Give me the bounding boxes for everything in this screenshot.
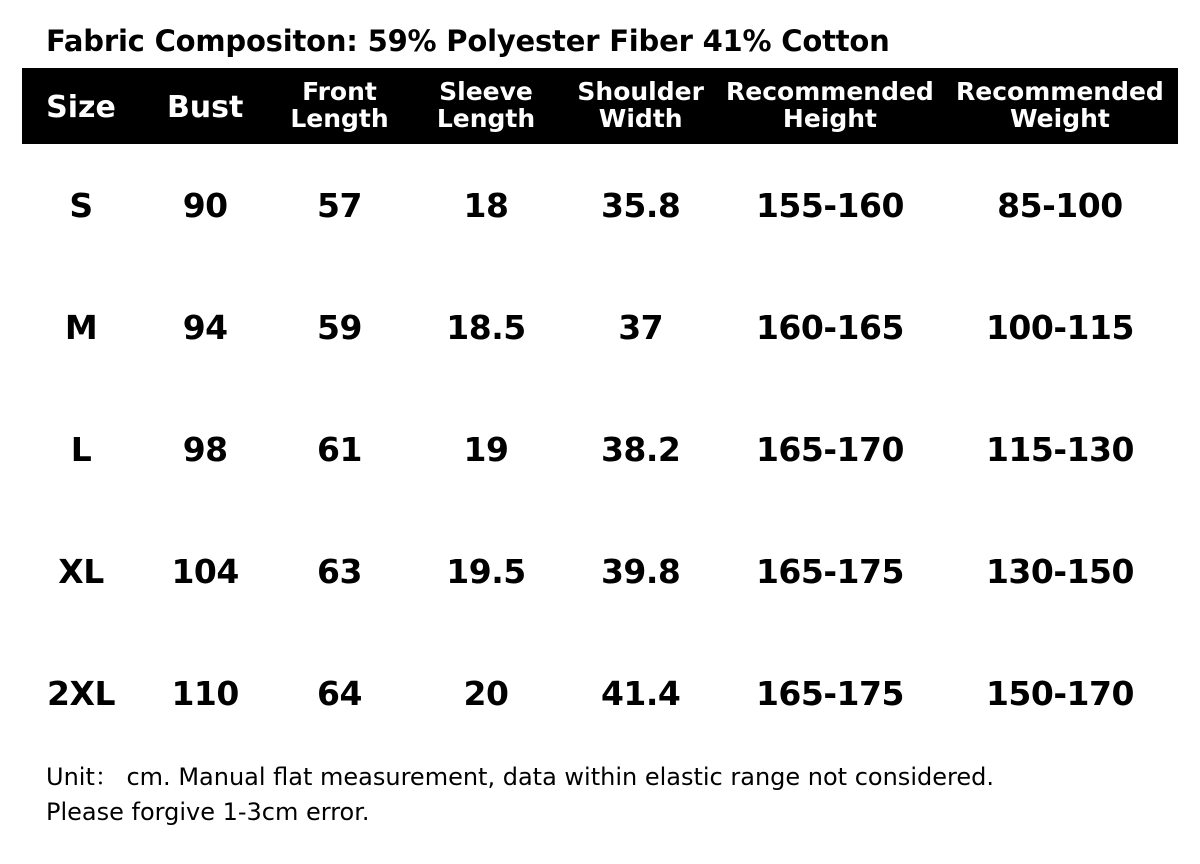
cell-sleeve-length: 20 <box>463 673 509 713</box>
column-header-shoulder-width-line1: Shoulder <box>577 77 704 106</box>
cell-shoulder-width: 39.8 <box>600 551 681 591</box>
table-body <box>22 144 1178 754</box>
cell-recommended-weight: 130-150 <box>985 551 1134 591</box>
cell-shoulder-width: 38.2 <box>600 429 681 469</box>
cell-front-length: 59 <box>317 307 362 347</box>
cell-bust: 90 <box>182 185 228 225</box>
size-chart-table <box>22 68 1178 754</box>
column-header-bust <box>140 68 270 144</box>
table-row <box>22 510 1178 632</box>
cell-size: L <box>70 429 92 469</box>
cell-front-length: 57 <box>317 185 362 225</box>
cell-shoulder-width: 35.8 <box>600 185 681 225</box>
cell-sleeve-length: 18.5 <box>446 307 526 347</box>
cell-sleeve-length: 19 <box>463 429 509 469</box>
column-header-front-length-line1: Front <box>302 77 377 106</box>
fabric-composition-label: Fabric Compositon: 59% Polyester Fiber 41% Cotton <box>46 24 890 58</box>
cell-front-length: 63 <box>317 551 362 591</box>
column-header-size-line1: Size <box>46 89 116 125</box>
column-header-front-length <box>270 68 408 144</box>
column-header-shoulder-width <box>563 68 718 144</box>
column-header-recommended-weight <box>942 68 1178 144</box>
cell-bust: 104 <box>171 551 239 591</box>
cell-recommended-weight: 85-100 <box>997 185 1123 225</box>
cell-recommended-height: 165-170 <box>755 429 904 469</box>
cell-sleeve-length: 19.5 <box>446 551 526 591</box>
table-row <box>22 388 1178 510</box>
column-header-sleeve-length <box>409 68 564 144</box>
table-row <box>22 144 1178 266</box>
cell-shoulder-width: 37 <box>618 307 664 347</box>
table-header-row <box>22 68 1178 144</box>
column-header-recommended-weight-line1: Recommended <box>956 77 1164 106</box>
cell-shoulder-width: 41.4 <box>600 673 681 713</box>
column-header-sleeve-length-line2: Length <box>436 104 536 133</box>
cell-size: S <box>69 185 93 225</box>
cell-sleeve-length: 18 <box>463 185 509 225</box>
column-header-front-length-line2: Length <box>290 104 389 133</box>
cell-bust: 110 <box>171 673 239 713</box>
measurement-note <box>22 760 1178 830</box>
cell-recommended-weight: 100-115 <box>985 307 1134 347</box>
cell-front-length: 64 <box>317 673 362 713</box>
cell-recommended-height: 160-165 <box>755 307 904 347</box>
column-header-recommended-weight-line2: Weight <box>1010 104 1110 133</box>
cell-recommended-height: 165-175 <box>755 551 904 591</box>
column-header-recommended-height <box>718 68 942 144</box>
cell-recommended-height: 165-175 <box>755 673 904 713</box>
column-header-size <box>22 68 140 144</box>
column-header-recommended-height-line2: Height <box>782 104 877 133</box>
column-header-recommended-height-line1: Recommended <box>726 77 934 106</box>
column-header-bust-line1: Bust <box>166 89 244 125</box>
cell-bust: 98 <box>182 429 228 469</box>
measurement-note-line1: Unit： cm. Manual flat measurement, data within elastic range not considered. <box>46 763 994 791</box>
measurement-note-line2: Please forgive 1-3cm error. <box>46 797 370 826</box>
table-row <box>22 632 1178 754</box>
column-header-shoulder-width-line2: Width <box>598 104 683 133</box>
cell-recommended-weight: 115-130 <box>985 429 1134 469</box>
cell-size: XL <box>58 551 104 591</box>
cell-size: M <box>64 307 98 347</box>
column-header-sleeve-length-line1: Sleeve <box>439 77 533 106</box>
cell-bust: 94 <box>182 307 228 347</box>
cell-recommended-height: 155-160 <box>755 185 904 225</box>
cell-front-length: 61 <box>317 429 362 469</box>
table-row <box>22 266 1178 388</box>
table-header <box>22 68 1178 144</box>
cell-size: 2XL <box>47 673 115 713</box>
cell-recommended-weight: 150-170 <box>985 673 1134 713</box>
